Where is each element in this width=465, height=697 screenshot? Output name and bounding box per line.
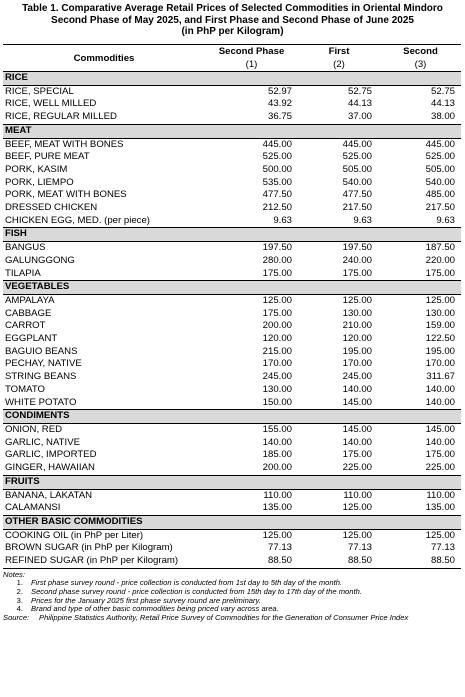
commodity-name: PORK, MEAT WITH BONES: [5, 189, 127, 201]
price-cell-1: 500.00: [262, 163, 292, 175]
price-table: [3, 44, 461, 569]
table-row: [3, 423, 461, 436]
table-row: [3, 294, 461, 307]
commodity-name: COOKING OIL (in PhP per Liter): [5, 529, 144, 541]
price-cell-3: 77.13: [430, 542, 455, 554]
price-cell-2: 9.63: [353, 214, 372, 226]
price-cell-3: 125.00: [425, 529, 455, 541]
table-row: [3, 333, 461, 346]
price-cell-2: 130.00: [342, 307, 372, 319]
price-cell-2: 217.50: [342, 202, 372, 214]
price-cell-3: 159.00: [425, 320, 455, 332]
note-number: 4.: [16, 604, 23, 614]
price-cell-3: 140.00: [425, 383, 455, 395]
commodity-name: EGGPLANT: [5, 333, 58, 345]
price-cell-3: 220.00: [425, 254, 455, 266]
commodity-name: PECHAY, NATIVE: [5, 358, 82, 370]
price-cell-1: 200.00: [262, 462, 292, 474]
price-cell-2: 197.50: [342, 242, 372, 254]
category-row: [3, 410, 461, 424]
price-cell-3: 88.50: [378, 555, 461, 568]
table-row: [3, 529, 461, 542]
category-row: [3, 475, 461, 489]
table-row: [3, 502, 461, 515]
price-cell-3: 140.00: [425, 396, 455, 408]
price-cell-1: 525.00: [262, 151, 292, 163]
price-cell-3: 540.00: [425, 176, 455, 188]
note-text: Brand and type of other basic commodities being priced vary across area.: [31, 604, 279, 614]
title-line-2: Second Phase of May 2025, and First Phase and Second Phase of June 2025: [51, 14, 414, 26]
note-number: 1.: [16, 578, 23, 588]
price-cell-2: 505.00: [342, 163, 372, 175]
price-cell-2: 37.00: [347, 111, 372, 123]
commodity-name: BEEF, PURE MEAT: [5, 151, 90, 163]
table-row: [3, 138, 461, 151]
table-row: [3, 164, 461, 177]
price-cell-1: 125.00: [262, 294, 292, 306]
price-cell-3: 485.00: [425, 189, 455, 201]
commodity-name: REFINED SUGAR (in PhP per Kilogram): [3, 555, 203, 568]
source-label: Source:: [3, 612, 30, 622]
table-row: [3, 346, 461, 359]
price-cell-3: 175.00: [425, 449, 455, 461]
table-row: [3, 202, 461, 215]
commodity-name: ONION, RED: [5, 423, 63, 435]
price-cell-1: 77.13: [267, 542, 292, 554]
commodity-name: BEEF, MEAT WITH BONES: [5, 138, 124, 150]
price-cell-2: 195.00: [342, 345, 372, 357]
price-cell-2: 77.13: [347, 542, 372, 554]
table-row: [3, 437, 461, 450]
price-cell-3: 170.00: [425, 358, 455, 370]
table-row: [3, 111, 461, 124]
price-cell-1: 445.00: [262, 138, 292, 150]
price-cell-2: 145.00: [342, 396, 372, 408]
price-cell-3: 9.63: [436, 214, 455, 226]
commodity-name: TOMATO: [5, 383, 45, 395]
commodity-name: CALAMANSI: [5, 502, 61, 514]
price-cell-1: 110.00: [263, 489, 292, 501]
price-cell-1: 36.75: [267, 111, 292, 123]
price-cell-1: 185.00: [262, 449, 292, 461]
price-cell-1: 52.97: [267, 85, 292, 97]
category-label: CONDIMENTS: [3, 410, 461, 424]
category-label: OTHER BASIC COMMODITIES: [3, 515, 461, 529]
header-commodities: Commodities: [3, 45, 203, 72]
table-row: [3, 85, 461, 98]
price-cell-2: 240.00: [342, 254, 372, 266]
price-cell-1: 197.50: [262, 242, 292, 254]
commodity-name: CARROT: [5, 320, 46, 332]
price-cell-1: 43.92: [267, 98, 292, 110]
price-cell-3: 225.00: [425, 462, 455, 474]
price-cell-1: 125.00: [262, 529, 292, 541]
header-col1: Second Phase: [203, 45, 298, 59]
commodity-name: TILAPIA: [5, 267, 41, 279]
price-cell-2: 52.75: [347, 85, 372, 97]
price-cell-3: 187.50: [425, 242, 455, 254]
table-row: [3, 242, 461, 255]
header-col3: Second: [378, 45, 461, 59]
price-cell-2: 145.00: [342, 423, 372, 435]
category-label: FRUITS: [3, 475, 461, 489]
notes-label: Notes:: [3, 569, 25, 579]
commodity-name: GINGER, HAWAIIAN: [5, 462, 95, 474]
table-row: [3, 151, 461, 164]
price-cell-2: 140.00: [342, 436, 372, 448]
price-cell-2: 140.00: [342, 383, 372, 395]
price-cell-1: 535.00: [262, 176, 292, 188]
price-cell-1: 135.00: [262, 502, 292, 514]
price-cell-3: 52.75: [430, 85, 455, 97]
commodity-name: WHITE POTATO: [5, 396, 77, 408]
category-row: [3, 72, 461, 86]
source-text: Philippine Statistics Authority, Retail Price Survey of Commodities for the Generation of Consumer Price Index: [39, 612, 409, 622]
price-cell-2: 120.00: [342, 333, 372, 345]
price-cell-2: 540.00: [342, 176, 372, 188]
category-row: [3, 124, 461, 138]
price-cell-1: 130.00: [262, 383, 292, 395]
price-cell-1: 120.00: [262, 333, 292, 345]
price-cell-1: 477.50: [262, 189, 292, 201]
price-cell-2: 477.50: [342, 189, 372, 201]
table-row: [3, 449, 461, 462]
table-row: [3, 98, 461, 111]
notes: [3, 571, 465, 623]
title-line-1: Table 1. Comparative Average Retail Prices of Selected Commodities in Oriental Mindoro: [22, 3, 443, 14]
commodity-name: RICE, SPECIAL: [5, 85, 74, 97]
header-col1-num: (1): [203, 58, 298, 72]
price-cell-3: 125.00: [425, 294, 455, 306]
price-cell-3: 44.13: [430, 98, 455, 110]
table-row: [3, 255, 461, 268]
price-cell-1: 280.00: [262, 254, 292, 266]
title-line-3: (in PhP per Kilogram): [181, 26, 284, 37]
commodity-name: RICE, REGULAR MILLED: [5, 111, 117, 123]
commodity-name: GALUNGGONG: [5, 254, 75, 266]
table-row: [3, 384, 461, 397]
table-row: [3, 489, 461, 502]
price-cell-2: 225.00: [342, 462, 372, 474]
table-row: [3, 358, 461, 371]
price-cell-3: 445.00: [425, 138, 455, 150]
header-row: [3, 45, 461, 59]
price-cell-3: 130.00: [425, 307, 455, 319]
price-cell-3: 311.67: [426, 371, 455, 383]
category-label: FISH: [3, 228, 461, 242]
price-cell-2: 125.00: [342, 502, 372, 514]
table-row: [3, 189, 461, 202]
price-cell-1: 170.00: [262, 358, 292, 370]
price-cell-2: 125.00: [342, 529, 372, 541]
category-label: VEGETABLES: [3, 281, 461, 295]
commodity-name: RICE, WELL MILLED: [5, 98, 97, 110]
price-cell-1: 200.00: [262, 320, 292, 332]
price-cell-1: 175.00: [262, 267, 292, 279]
price-cell-1: 150.00: [262, 396, 292, 408]
price-cell-3: 175.00: [425, 267, 455, 279]
price-cell-3: 505.00: [425, 163, 455, 175]
price-cell-2: 525.00: [342, 151, 372, 163]
commodity-name: BANGUS: [5, 242, 46, 254]
category-label: MEAT: [3, 124, 461, 138]
table-row: [3, 308, 461, 321]
commodity-name: AMPALAYA: [5, 294, 55, 306]
table-row: [3, 177, 461, 190]
price-cell-3: 145.00: [425, 423, 455, 435]
commodity-name: PORK, KASIM: [5, 163, 68, 175]
price-cell-2: 88.50: [298, 555, 378, 568]
price-cell-2: 125.00: [342, 294, 372, 306]
category-row: [3, 515, 461, 529]
header-col2-num: (2): [298, 58, 378, 72]
commodity-name: PORK, LIEMPO: [5, 176, 74, 188]
table-row: [3, 320, 461, 333]
category-row: [3, 228, 461, 242]
price-cell-2: 445.00: [342, 138, 372, 150]
category-row: [3, 281, 461, 295]
price-cell-2: 110.00: [343, 489, 372, 501]
price-cell-2: 44.13: [347, 98, 372, 110]
table-row: [3, 397, 461, 410]
source-line: [3, 614, 465, 623]
note-number: 2.: [16, 586, 23, 596]
header-col2: First: [298, 45, 378, 59]
commodity-name: CABBAGE: [5, 307, 52, 319]
price-cell-1: 140.00: [262, 436, 292, 448]
commodity-name: BROWN SUGAR (in PhP per Kilogram): [5, 542, 173, 554]
commodity-name: DRESSED CHICKEN: [5, 202, 98, 214]
price-cell-1: 9.63: [273, 214, 292, 226]
price-cell-2: 170.00: [342, 358, 372, 370]
commodity-name: GARLIC, IMPORTED: [5, 449, 97, 461]
table-row: [3, 542, 461, 555]
price-cell-2: 210.00: [342, 320, 372, 332]
commodity-name: STRING BEANS: [5, 371, 77, 383]
price-cell-1: 215.00: [262, 345, 292, 357]
table-row: [3, 268, 461, 281]
table-row: [3, 462, 461, 475]
note-text: Prices for the January 2025 first phase survey round are preliminary.: [31, 595, 261, 605]
price-cell-2: 245.00: [342, 371, 372, 383]
price-cell-3: 140.00: [425, 436, 455, 448]
price-cell-1: 88.50: [203, 555, 298, 568]
notes-list: [3, 579, 465, 613]
header-col3-num: (3): [378, 58, 461, 72]
price-cell-3: 110.00: [426, 489, 455, 501]
commodity-name: GARLIC, NATIVE: [5, 436, 80, 448]
note-number: 3.: [16, 595, 23, 605]
price-cell-3: 122.50: [425, 333, 455, 345]
table-title: [0, 0, 465, 44]
price-cell-1: 175.00: [262, 307, 292, 319]
category-label: RICE: [3, 72, 461, 86]
price-cell-3: 195.00: [425, 345, 455, 357]
price-cell-1: 245.00: [262, 371, 292, 383]
price-cell-2: 175.00: [342, 449, 372, 461]
price-cell-1: 212.50: [262, 202, 292, 214]
table-row: [3, 555, 461, 568]
price-cell-3: 525.00: [425, 151, 455, 163]
table-row: [3, 215, 461, 228]
commodity-name: BAGUIO BEANS: [5, 345, 78, 357]
price-cell-3: 217.50: [425, 202, 455, 214]
price-cell-1: 155.00: [262, 423, 292, 435]
commodity-name: CHICKEN EGG, MED. (per piece): [5, 214, 151, 226]
table-row: [3, 371, 461, 384]
commodity-name: BANANA, LAKATAN: [5, 489, 93, 501]
table-body: [3, 72, 461, 569]
price-cell-3: 135.00: [425, 502, 455, 514]
note-text: First phase survey round - price collection is conducted from 1st day to 5th day of the month.: [31, 578, 343, 588]
price-cell-2: 175.00: [342, 267, 372, 279]
price-cell-3: 38.00: [430, 111, 455, 123]
note-text: Second phase survey round - price collection is conducted from 15th day to 17th day of the month.: [31, 586, 362, 596]
